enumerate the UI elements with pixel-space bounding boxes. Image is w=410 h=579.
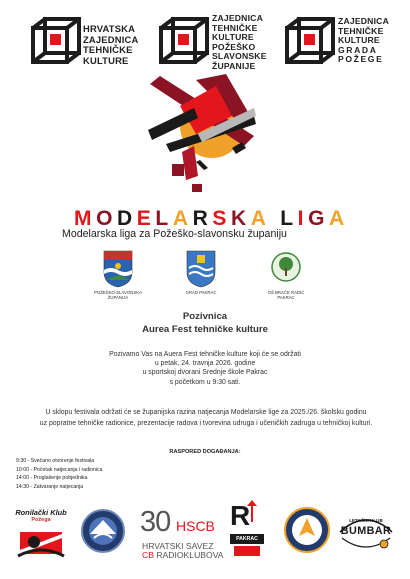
main-title: MODELARSKA LIGA (74, 207, 349, 230)
diver-flag-icon (16, 524, 66, 560)
crest-label-psz: POŽEŠKO-SLAVONSKA ŽUPANIJA (94, 290, 142, 301)
logo-ztk-psz-text: ZAJEDNICA TEHNIČKE KULTURE POŽEŠKO SLAVONSKE ŽUPANIJE (212, 13, 267, 71)
subtitle: Modelarska liga za Požeško-slavonsku županiju (62, 228, 287, 240)
schedule-item: 10:00 - Početak natjecanja i radionica (16, 466, 103, 473)
logo-ztk-pozega-text: ZAJEDNICA TEHNIČKE KULTURE GRADA POŽEGE (338, 16, 389, 65)
logo-hzth-text: HRVATSKA ZAJEDNICA TEHNIČKE KULTURE (83, 23, 139, 66)
navy-round-badge-icon (80, 508, 126, 554)
invitation-text: Pozivamo Vas na Auera Fest tehničke kulture koji će se održati u petak, 24. travnja 2026. godine u sportskoj dvorani Srednje škole Pakrac s početkom u 9:30 sati. (109, 351, 301, 386)
schedule-item: 9:30 - Svečano otvorenje festivala (16, 458, 95, 464)
logo-ronilacki-klub: Ronilački Klub Požega (12, 508, 70, 560)
schedule-list (16, 457, 103, 491)
amber-round-badge-icon (284, 506, 330, 554)
schedule-title: RASPORED DOGAĐANJA: (169, 449, 241, 455)
antenna-arrow-icon (244, 500, 260, 522)
crest-label-os: OŠ BRAĆE RADIĆ PAKRAC (267, 290, 305, 301)
cube-logo-icon (158, 16, 210, 68)
logo-hscb: 30 HSCB HRVATSKI SAVEZ CB RADIOKLUBOVA (140, 506, 224, 560)
cube-logo-icon (30, 16, 82, 68)
schedule-item: 14:00 - Proglašenje pobjednika (16, 475, 88, 481)
invitation-heading: Pozivnica (182, 311, 228, 322)
pozesko-slavonska-crest-icon (103, 250, 133, 288)
crest-label-pakrac: GRAD PAKRAC (185, 290, 217, 295)
schedule-item: 14:30 - Zatvaranje natjecanja (16, 483, 84, 490)
cube-logo-icon (284, 16, 336, 68)
event-name: Aurea Fest tehničke kulture (142, 324, 268, 335)
grad-pakrac-crest-icon (186, 250, 216, 288)
logo-letacki-klub-bumbar: LETAČKI KLUB BUMBAR (336, 510, 396, 558)
suprematist-art-illustration (136, 72, 276, 194)
os-brace-radic-logo-icon (271, 250, 301, 288)
logo-radioklub-pakrac: R PAKRAC (230, 500, 264, 558)
festival-details: U sklopu festivala održati će se županijska razina natjecanja Modelarske lige za 2025./26. školsku godinu uz popratne tehničke radionice, prezentacije radova i tvorevina udruga i učeničkih zadruga u tehničkoj kulturi. (39, 409, 373, 427)
